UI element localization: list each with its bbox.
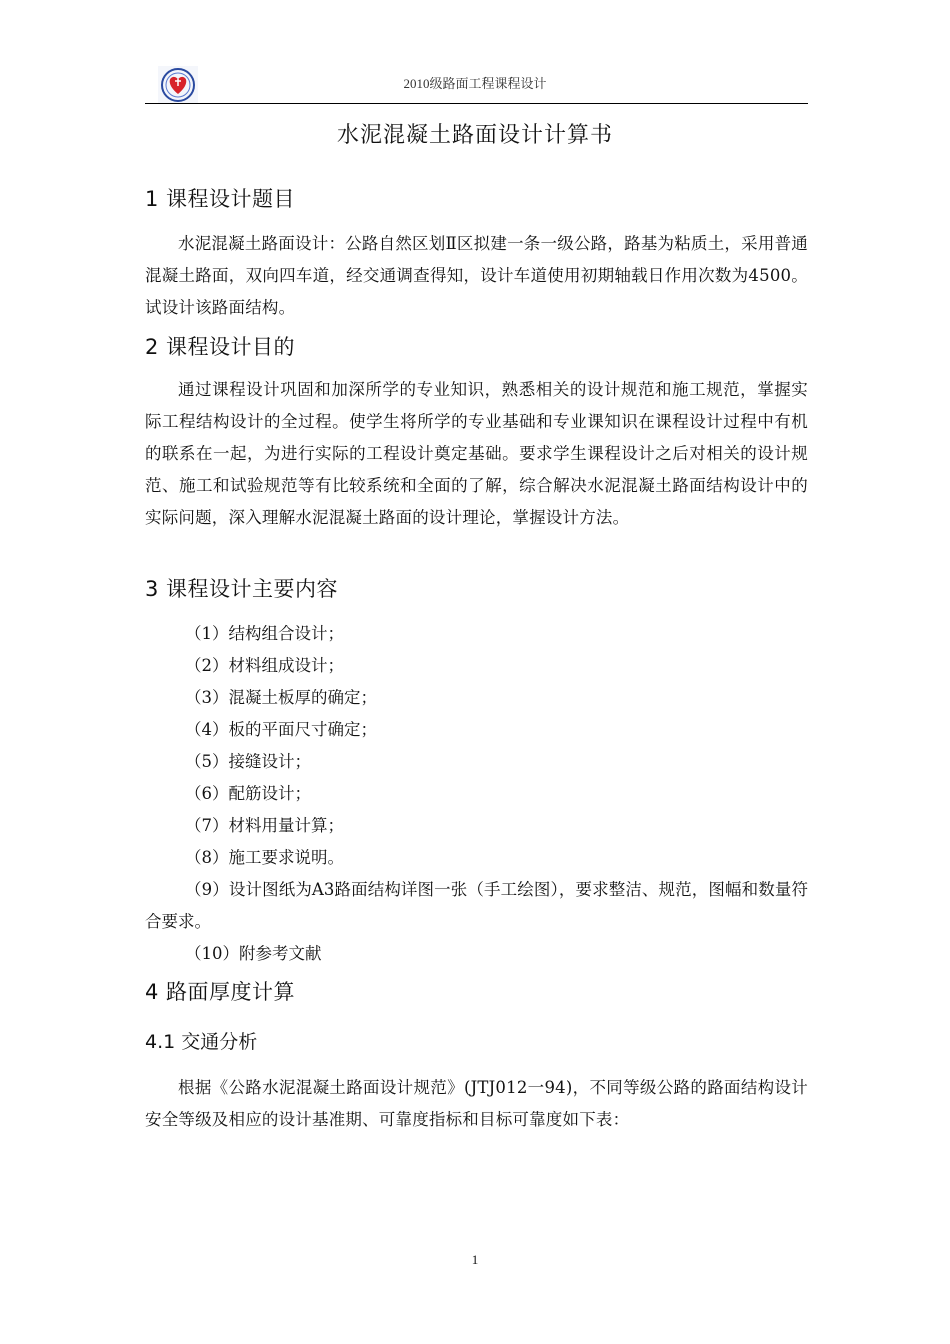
content-list-item: （7）材料用量计算； <box>185 816 344 835</box>
content-list-item: （10）附参考文献 <box>185 944 322 963</box>
content-list-item: （2）材料组成设计； <box>185 656 344 675</box>
content-list-item: （1）结构组合设计； <box>185 624 344 643</box>
content-list-item: （6）配筋设计； <box>185 784 311 803</box>
section-2-heading: 2 课程设计目的 <box>145 335 296 359</box>
content-list-item: （9）设计图纸为A3路面结构详图一张（手工绘图），要求整洁、规范，图幅和数量符合要求。 <box>145 880 808 931</box>
content-list-item: （3）混凝土板厚的确定； <box>185 688 377 707</box>
section-1-heading: 1 课程设计题目 <box>145 187 296 211</box>
section-1-paragraph: 水泥混凝土路面设计：公路自然区划Ⅱ区拟建一条一级公路，路基为粘质土，采用普通混凝土路面，双向四车道，经交通调查得知，设计车道使用初期轴载日作用次数为4500。试设计该路面结构。 <box>145 234 808 317</box>
section-2-paragraph: 通过课程设计巩固和加深所学的专业知识，熟悉相关的设计规范和施工规范，掌握实际工程结构设计的全过程。使学生将所学的专业基础和专业课知识在课程设计过程中有机的联系在一起，为进行实际的工程设计奠定基础。要求学生课程设计之后对相关的设计规范、施工和试验规范等有比较系统和全面的了解，综合解决水泥混凝土路面结构设计中的实际问题，深入理解水泥混凝土路面的设计理论，掌握设计方法。 <box>145 380 808 527</box>
section-4-heading: 4 路面厚度计算 <box>145 980 296 1004</box>
running-header: 2010级路面工程课程设计 <box>403 76 547 91</box>
subsection-4-1-heading: 4.1 交通分析 <box>145 1031 258 1053</box>
document-title: 水泥混凝土路面设计计算书 <box>336 123 613 148</box>
content-list-item: （5）接缝设计； <box>185 752 311 771</box>
content-list-item: （4）板的平面尺寸确定； <box>185 720 377 739</box>
section-3-heading: 3 课程设计主要内容 <box>145 577 339 601</box>
header-divider <box>145 103 808 104</box>
page-number: 1 <box>471 1252 479 1267</box>
subsection-4-1-paragraph: 根据《公路水泥混凝土路面设计规范》(JTJ012一94)，不同等级公路的路面结构设计安全等级及相应的设计基准期、可靠度指标和目标可靠度如下表： <box>145 1078 808 1129</box>
content-list-item: （8）施工要求说明。 <box>185 848 344 867</box>
